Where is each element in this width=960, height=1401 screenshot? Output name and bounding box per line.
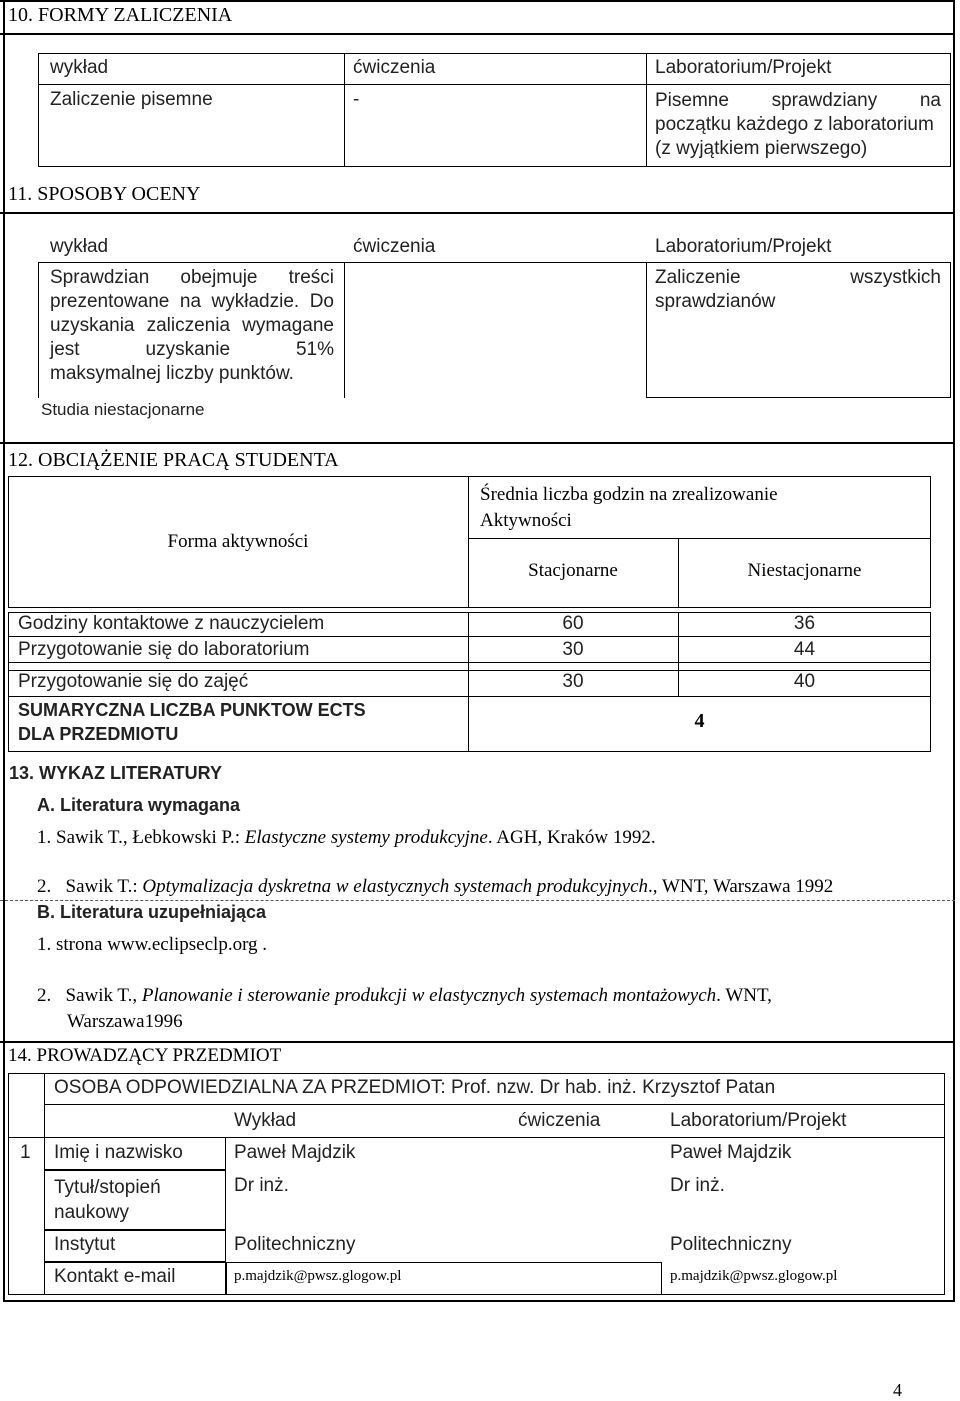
responsible-person: OSOBA ODPOWIEDZIALNA ZA PRZEDMIOT: Prof. nzw. Dr hab. inż. Krzysztof Patan [54,1077,776,1098]
divider [0,442,955,444]
dashed-divider [0,900,955,901]
forms-header-wyklad: wykład [50,57,109,78]
top-border [0,0,955,2]
section-14-heading: 14. PROWADZĄCY PRZEDMIOT [8,1045,282,1066]
divider [0,1041,955,1043]
literature-b2-title: Planowanie i sterowanie produkcji w elastycznych systemach montażowych [141,985,717,1006]
literature-b2-line2: Warszawa1996 [67,1011,183,1032]
divider [0,212,955,214]
section-12-heading: 12. OBCIĄŻENIE PRACĄ STUDENTA [8,449,339,471]
literature-a1-authors: 1. Sawik T., Łebkowski P.: [37,827,245,848]
grading-lab-text [655,266,941,314]
grading-table-col-line [344,262,345,398]
literature-a2-pub: ., WNT, Warszawa 1992 [648,876,834,897]
forms-header-lab: Laboratorium/Projekt [655,57,832,78]
workload-srednia-label [480,482,920,534]
grading-table-bottom [646,397,951,398]
grading-wyklad-line: Sprawdzian obejmuje treści [50,267,334,288]
ects-value: 4 [694,710,705,732]
workload-stac-header: Stacjonarne [528,560,618,581]
grading-lab-line: Zaliczenie wszystkich [655,267,941,288]
workload-row-stac: 60 [562,613,584,634]
forms-lab-line: początku każdego z laboratorium [655,114,934,135]
literature-b1: 1. strona www.eclipseclp.org . [37,934,268,955]
literature-a2 [37,876,833,898]
literature-b2-line [37,983,772,1009]
workload-row-stac: 30 [562,639,584,660]
grading-lab-line: sprawdzianów [655,291,776,312]
literature-b-heading: B. Literatura uzupełniająca [37,902,267,922]
workload-row-label: Przygotowanie się do laboratorium [18,639,310,660]
workload-row-line [8,662,931,663]
teachers-row-label [54,1175,161,1225]
email-link-lab[interactable]: p.majdzik@pwsz.glogow.pl [670,1268,838,1284]
forms-table-col-line [344,53,345,167]
workload-row-line [8,636,931,637]
grading-wyklad-line: prezentowane na wykładzie. Do [50,291,334,312]
teachers-header-cwiczenia: ćwiczenia [518,1110,601,1131]
ects-label [18,698,366,746]
forms-cwiczenia-value: - [353,89,360,110]
literature-a1-pub: . AGH, Kraków 1992. [487,827,656,848]
workload-header-col-line [468,476,469,608]
grading-wyklad-line: jest uzyskanie 51% [50,339,334,360]
teachers-row-wyklad: Dr inż. [234,1175,289,1196]
workload-niestac-header: Niestacjonarne [747,560,862,581]
teachers-row-label-line: naukowy [54,1202,129,1223]
teachers-row-lab: Politechniczny [670,1234,792,1255]
teachers-row-wyklad: Politechniczny [234,1234,356,1255]
teachers-header-lab: Laboratorium/Projekt [670,1110,847,1131]
literature-a1 [37,827,656,849]
teachers-row-label: Imię i nazwisko [54,1142,183,1163]
grading-table-col-line [646,262,647,398]
workload-srednia-line: Średnia liczba godzin na zrealizowanie [480,484,778,505]
forms-table-row-line [38,84,951,85]
forms-header-cwiczenia: ćwiczenia [353,57,436,78]
page-number: 4 [893,1380,902,1400]
workload-row-niestac: 44 [793,639,816,660]
teachers-row-label: Kontakt e-mail [54,1266,176,1287]
grading-wyklad-line: maksymalnej liczby punktów. [50,363,294,384]
section-10-heading: 10. FORMY ZALICZENIA [8,4,233,26]
teachers-row-lab: Paweł Majdzik [670,1142,792,1163]
teacher-index: 1 [20,1142,31,1163]
ects-label-line: DLA PRZEDMIOTU [18,724,179,744]
literature-a2-authors: Sawik T.: [65,876,143,897]
literature-a2-num: 2. [37,876,52,897]
workload-srednia-line: Aktywności [480,510,572,531]
workload-row-label: Przygotowanie się do zajęć [18,671,249,692]
grading-header-wyklad: wykład [50,236,109,257]
grading-header-cwiczenia: ćwiczenia [353,236,436,257]
email-link-wyklad[interactable]: p.majdzik@pwsz.glogow.pl [234,1268,402,1284]
forms-lab-value [655,89,941,161]
workload-row-label: Godziny kontaktowe z nauczycielem [18,613,325,634]
forms-table-col-line [646,53,647,167]
workload-row-line [8,696,931,697]
ects-label-line: SUMARYCZNA LICZBA PUNKTOW ECTS [18,700,366,720]
literature-b2 [37,983,772,1035]
forms-lab-line: (z wyjątkiem pierwszego) [655,138,868,159]
divider [0,33,955,35]
literature-a1-title: Elastyczne systemy produkcyjne [244,827,488,848]
teachers-row-wyklad: Paweł Majdzik [234,1142,356,1163]
teachers-header-wyklad: Wykład [234,1110,297,1131]
teachers-row-label-line: Tytuł/stopień [54,1177,161,1198]
workload-row-niestac: 40 [793,671,816,692]
workload-header-row-line [468,538,931,539]
literature-b2-num: 2. [37,985,52,1006]
teachers-row-line [44,1104,945,1105]
literature-b2-pub: . WNT, [716,985,772,1006]
workload-row-stac: 30 [562,671,584,692]
literature-b2-authors: Sawik T., [65,985,142,1006]
grading-note: Studia niestacjonarne [41,400,205,419]
section-11-heading: 11. SPOSOBY OCENY [8,183,201,205]
forms-lab-line: Pisemne sprawdziany na [655,90,941,111]
section-13-heading: 13. WYKAZ LITERATURY [9,763,223,783]
teachers-row-lab: Dr inż. [670,1175,725,1196]
workload-forma-label: Forma aktywności [167,531,309,552]
teachers-row-label: Instytut [54,1234,116,1255]
grading-wyklad-line: uzyskania zaliczenia wymagane [50,315,334,336]
forms-wyklad-value: Zaliczenie pisemne [50,89,213,110]
literature-a2-title: Optymalizacja dyskretna w elastycznych systemach produkcyjnych [142,876,649,897]
workload-row-niestac: 36 [793,613,816,634]
literature-a-heading: A. Literatura wymagana [37,795,241,815]
grading-header-lab: Laboratorium/Projekt [655,236,832,257]
grading-wyklad-text [50,266,334,386]
